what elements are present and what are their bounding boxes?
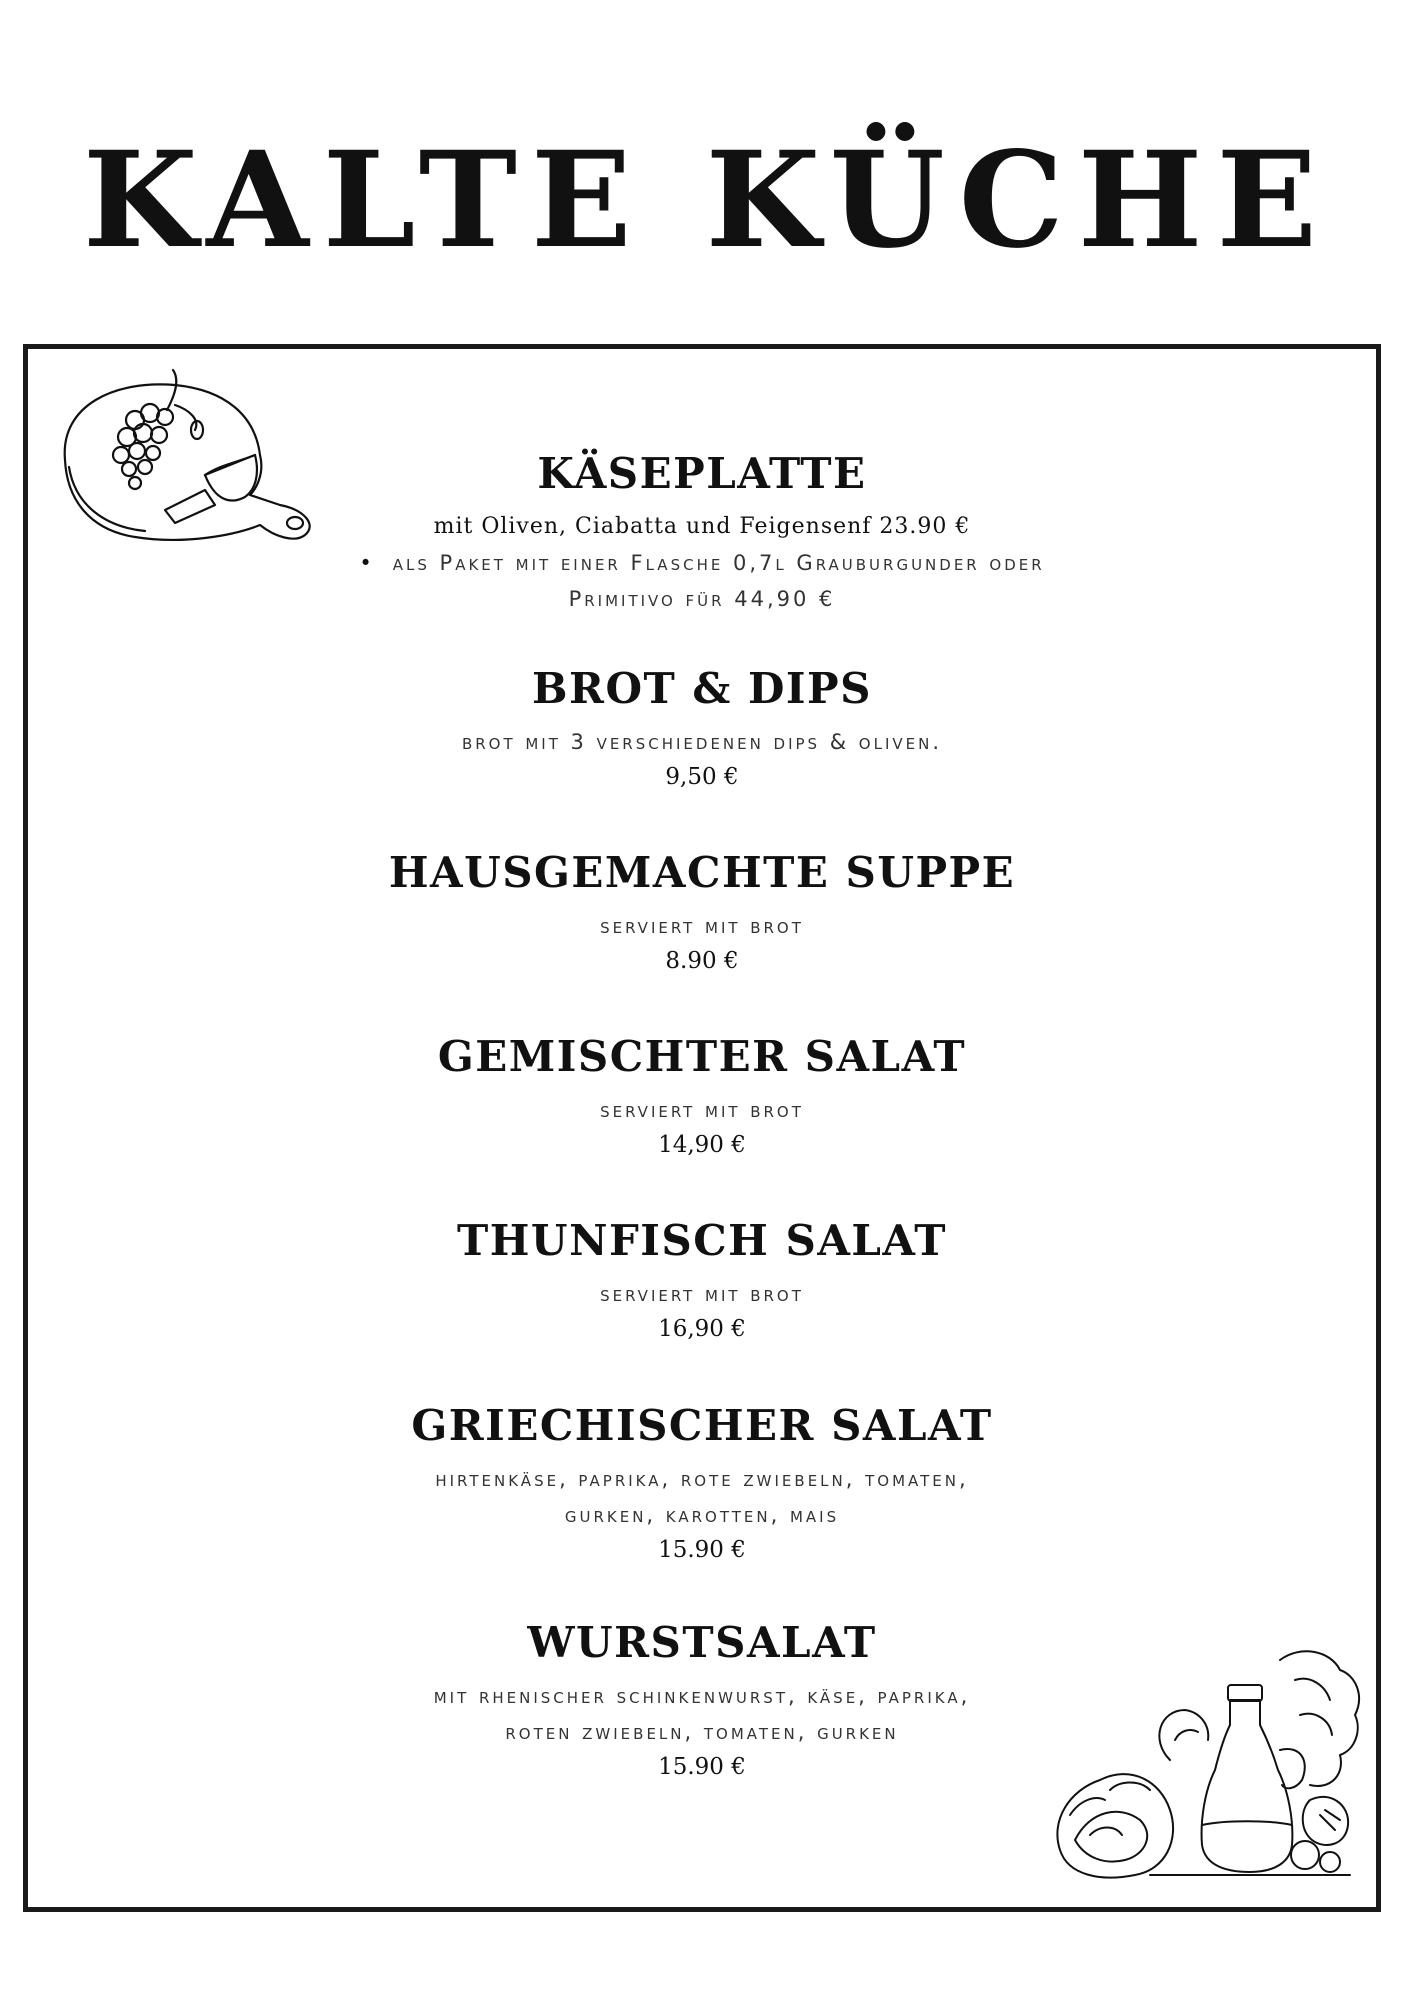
menu-item-kaeseplatte (23, 451, 1381, 617)
item-name: HAUSGEMACHTE SUPPE (388, 848, 1016, 897)
item-price: 15.90 € (658, 1754, 746, 1781)
item-price: 14,90 € (658, 1132, 746, 1159)
item-price: 15.90 € (658, 1537, 746, 1564)
item-name: THUNFISCH SALAT (457, 1216, 947, 1265)
item-name: GEMISCHTER SALAT (437, 1032, 967, 1081)
menu-item-hausgemachte-suppe (23, 850, 1381, 978)
bullet-icon: • (359, 551, 375, 576)
item-description: mit rhenischer schinkenwurst, käse, paprika, (433, 1684, 971, 1709)
menu-item-brot-dips (23, 666, 1381, 794)
item-name: WURSTSALAT (527, 1618, 877, 1667)
page-title: KALTE KÜCHE (82, 123, 1332, 278)
item-description: mit Oliven, Ciabatta und Feigensenf 23.90 € (433, 514, 971, 540)
item-name: GRIECHISCHER SALAT (411, 1401, 993, 1450)
menu-item-wurstsalat (23, 1620, 1381, 1784)
item-price: 8.90 € (665, 948, 739, 975)
item-price: 16,90 € (658, 1316, 746, 1343)
item-name: KÄSEPLATTE (537, 449, 867, 498)
item-note-line: als Paket mit einer Flasche 0,7l Grauburgunder oder (392, 551, 1045, 576)
item-price: 9,50 € (665, 764, 739, 791)
item-name: BROT & DIPS (532, 664, 872, 713)
item-description: gurken, karotten, mais (564, 1503, 840, 1528)
item-description: serviert mit brot (600, 1282, 804, 1307)
item-description: brot mit 3 verschiedenen dips & oliven. (461, 730, 943, 755)
item-note (23, 545, 1381, 581)
menu-item-thunfisch-salat (23, 1218, 1381, 1346)
item-description: hirtenkäse, paprika, rote zwiebeln, tomaten, (435, 1467, 969, 1492)
item-note-line: Primitivo für 44,90 € (568, 587, 836, 612)
item-description: roten zwiebeln, tomaten, gurken (505, 1720, 899, 1745)
menu-item-gemischter-salat (23, 1034, 1381, 1162)
menu-item-griechischer-salat (23, 1403, 1381, 1567)
item-description: serviert mit brot (600, 1098, 804, 1123)
item-description: serviert mit brot (600, 914, 804, 939)
